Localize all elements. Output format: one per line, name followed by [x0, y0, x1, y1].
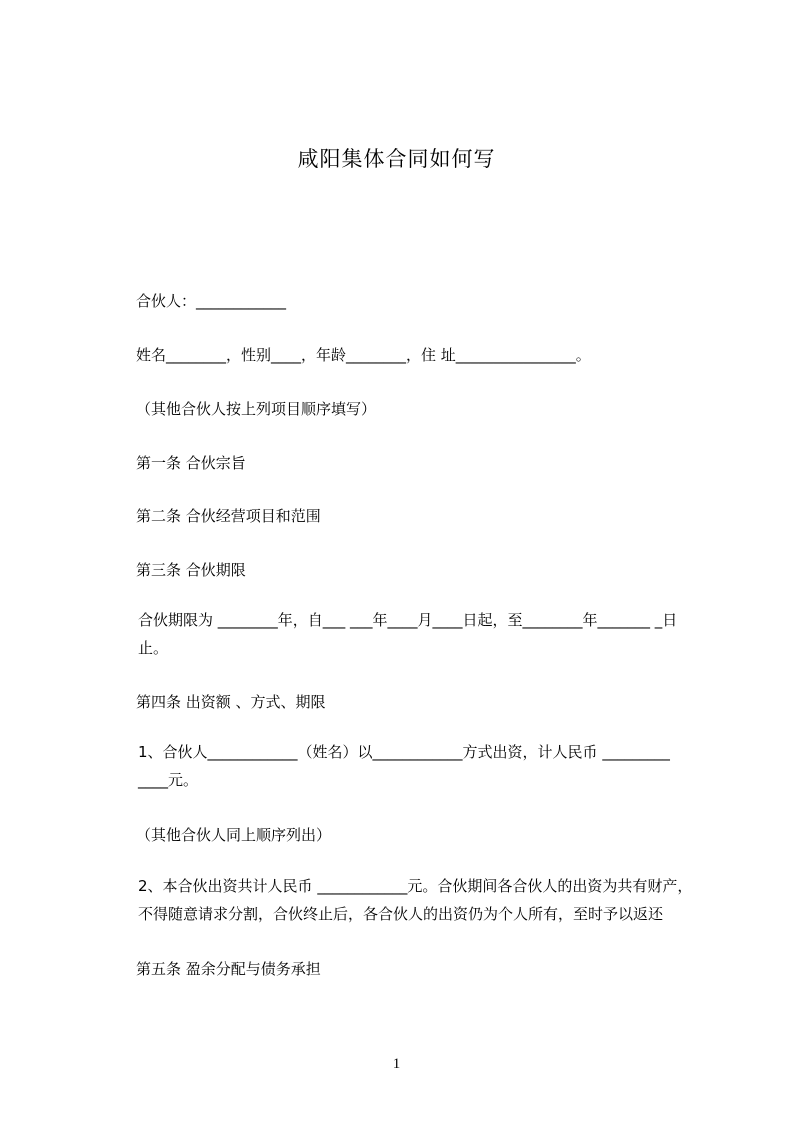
contribution-2-paragraph — [103, 872, 701, 928]
term-paragraph — [103, 606, 701, 662]
article-3-heading: 第三条 合伙期限 — [136, 561, 246, 579]
contribution-2-text: 2、本合伙出资共计人民币 ____________元。合伙期间各合伙人的出资为共有财产，不得随意请求分割，合伙终止后，各合伙人的出资仍为个人所有，至时予以返还 — [138, 877, 693, 923]
article-4-heading: 第四条 出资额 、方式、期限 — [136, 693, 326, 711]
article-2-heading: 第二条 合伙经营项目和范围 — [136, 507, 321, 525]
contribution-1-paragraph — [103, 738, 701, 794]
partner-info-line: 姓名________，性别____，年龄________，住 址________________。 — [136, 346, 591, 364]
term-text: 合伙期限为 ________年，自___ ___年____月____日起，至________年_______ _日止。 — [138, 611, 678, 657]
partner-label-line: 合伙人：____________ — [136, 292, 287, 310]
article-1-heading: 第一条 合伙宗旨 — [136, 454, 246, 472]
page-number: 1 — [392, 1056, 401, 1072]
contribution-1-text: 1、合伙人____________（姓名）以____________方式出资，计人民币 _________ ____元。 — [138, 743, 670, 789]
others-note-1: （其他合伙人按上列项目顺序填写） — [136, 400, 377, 418]
document-title: 咸阳集体合同如何写 — [297, 147, 496, 171]
article-5-heading: 第五条 盈余分配与债务承担 — [136, 960, 321, 978]
others-note-2: （其他合伙人同上顺序列出） — [136, 826, 332, 844]
